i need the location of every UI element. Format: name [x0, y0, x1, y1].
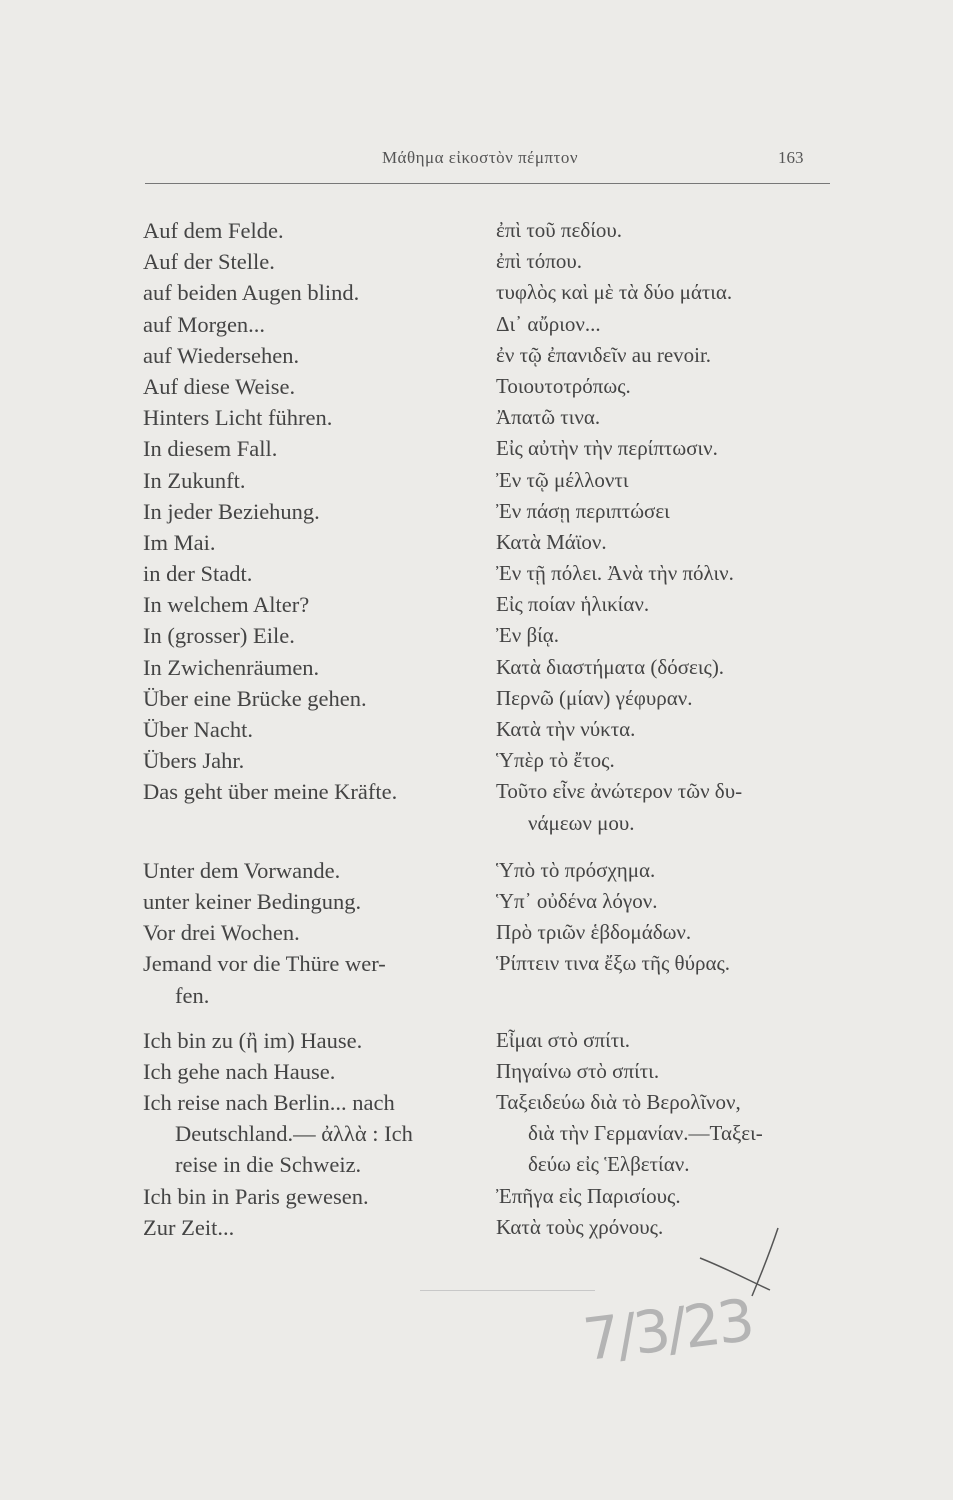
greek-translation: ἐπὶ τόπου.	[496, 249, 583, 274]
german-phrase: Ich gehe nach Hause.	[143, 1058, 336, 1084]
greek-translation: Ὑπὸ τὸ πρόσχημα.	[496, 857, 656, 882]
german-phrase: Hinters Licht führen.	[143, 405, 333, 431]
greek-translation: Ἐν πάσῃ περιπτώσει	[496, 498, 670, 523]
greek-translation: δεύω εἰς Ἑλβετίαν.	[528, 1152, 690, 1177]
german-phrase: Deutschland.— ἀλλὰ : Ich	[175, 1121, 413, 1147]
greek-translation: Κατὰ τὴν νύκτα.	[496, 717, 636, 741]
greek-translation: διὰ τὴν Γερμανίαν.—Ταξει-	[528, 1121, 763, 1146]
german-phrase: In welchem Alter?	[143, 592, 310, 618]
greek-translation: ἐν τῷ ἐπανιδεῖν au revoir.	[496, 342, 712, 367]
german-phrase: Vor drei Wochen.	[143, 920, 300, 946]
german-phrase: In diesem Fall.	[143, 436, 278, 462]
greek-translation: Πηγαίνω στὸ σπίτι.	[496, 1058, 660, 1083]
greek-translation: νάμεων μου.	[528, 810, 635, 835]
german-phrase: In Zwichenräumen.	[143, 654, 320, 680]
greek-translation: Περνῶ (μίαν) γέφυραν.	[496, 685, 693, 710]
greek-translation: Εἰς ποίαν ἡλικίαν.	[496, 592, 650, 617]
german-phrase: Ich bin zu (ἢ im) Hause.	[143, 1027, 363, 1053]
german-phrase: auf Wiedersehen.	[143, 342, 300, 368]
german-phrase: unter keiner Bedingung.	[143, 888, 362, 914]
greek-translation: Κατὰ τοὺς χρόνους.	[496, 1214, 664, 1239]
german-phrase: Ich bin in Paris gewesen.	[143, 1183, 369, 1209]
handwritten-date: 7/3/23	[579, 1285, 756, 1375]
german-phrase: Über Nacht.	[143, 717, 253, 742]
running-header: Μάθημα εἰκοστὸν πέμπτον	[381, 148, 579, 167]
greek-translation: Πρὸ τριῶν ἑβδομάδων.	[496, 920, 692, 945]
german-phrase: Auf diese Weise.	[143, 373, 296, 399]
german-phrase: Jemand vor die Thüre wer-	[143, 951, 386, 977]
german-phrase: auf beiden Augen blind.	[143, 280, 360, 306]
german-phrase: In (grosser) Eile.	[143, 623, 295, 649]
greek-translation: Ὑπ᾿ οὐδένα λόγον.	[496, 888, 658, 913]
greek-translation: Ὑπὲρ τὸ ἔτος.	[496, 748, 615, 773]
german-phrase: In jeder Beziehung.	[143, 498, 320, 524]
greek-translation: Κατὰ Μάϊον.	[496, 529, 607, 554]
german-phrase: Ich reise nach Berlin... nach	[143, 1090, 395, 1116]
greek-translation: Ἀπατῶ τινα.	[496, 405, 601, 430]
page-number: 163	[778, 148, 804, 167]
german-phrase: Im Mai.	[143, 529, 216, 555]
greek-translation: Εἰς αὐτὴν τὴν περίπτωσιν.	[496, 436, 718, 461]
greek-translation: Ἐν βίᾳ.	[496, 623, 560, 648]
german-phrase: Zur Zeit...	[143, 1214, 235, 1240]
german-phrase: auf Morgen...	[143, 311, 266, 337]
german-phrase: Übers Jahr.	[143, 748, 245, 774]
greek-translation: Ἐπῆγα εἰς Παρισίους.	[496, 1183, 681, 1208]
greek-translation: Δι᾿ αὔριον...	[496, 311, 601, 336]
greek-translation: Ἐν τῷ μέλλοντι	[496, 467, 629, 492]
german-phrase: Unter dem Vorwande.	[143, 857, 341, 883]
german-phrase: in der Stadt.	[143, 561, 253, 587]
german-phrase: fen.	[175, 982, 210, 1008]
german-phrase: Das geht über meine Kräfte.	[143, 779, 398, 805]
german-phrase: Über eine Brücke gehen.	[143, 685, 367, 711]
greek-translation: Τοιουτοτρόπως.	[496, 373, 631, 398]
greek-translation: Εἶμαι στὸ σπίτι.	[496, 1027, 631, 1052]
greek-translation: Ταξειδεύω διὰ τὸ Βερολῖνον,	[496, 1090, 741, 1115]
german-phrase: Auf dem Felde.	[143, 218, 284, 243]
german-phrase: reise in die Schweiz.	[175, 1152, 362, 1178]
german-phrase: In Zukunft.	[143, 467, 246, 493]
greek-translation: τυφλὸς καὶ μὲ τὰ δύο μάτια.	[496, 280, 733, 305]
greek-translation: Τοῦτο εἶνε ἀνώτερον τῶν δυ-	[496, 779, 743, 804]
greek-translation: Κατὰ διαστήματα (δόσεις).	[496, 654, 725, 679]
greek-translation: ἐπὶ τοῦ πεδίου.	[496, 218, 623, 242]
greek-translation: Ῥίπτειν τινα ἔξω τῆς θύρας.	[496, 951, 731, 976]
greek-translation: Ἐν τῇ πόλει. Ἀνὰ τὴν πόλιν.	[496, 561, 734, 586]
german-phrase: Auf der Stelle.	[143, 249, 275, 275]
